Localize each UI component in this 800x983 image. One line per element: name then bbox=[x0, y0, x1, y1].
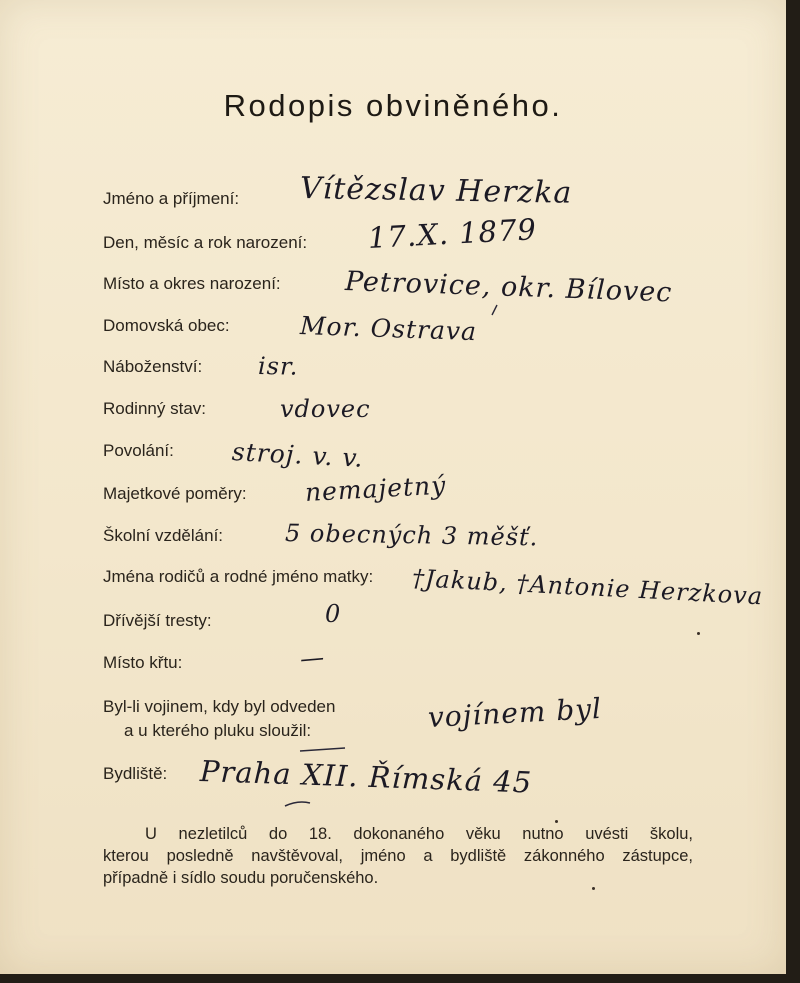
label-military-line1: Byl-li vojinem, kdy byl odveden bbox=[103, 697, 336, 716]
label-birth-date: Den, měsíc a rok narození: bbox=[103, 233, 308, 252]
note-line-2: kterou posledně navštěvoval, jméno a bydliště zákonného zástupce, bbox=[103, 847, 693, 865]
label-religion: Náboženství: bbox=[103, 357, 203, 376]
value-marital-status: vdovec bbox=[280, 395, 371, 423]
value-birth-date: 17.X. 1879 bbox=[367, 212, 538, 255]
scan-edge-bottom bbox=[0, 974, 800, 983]
value-military: vojínem byl bbox=[427, 691, 603, 734]
document-title: Rodopis obviněného. bbox=[223, 88, 563, 123]
instruction-note bbox=[103, 823, 693, 889]
value-occupation: stroj. v. v. bbox=[231, 437, 365, 473]
label-property: Majetkové poměry: bbox=[103, 484, 247, 503]
label-occupation: Povolání: bbox=[103, 441, 174, 460]
label-education: Školní vzdělání: bbox=[103, 526, 224, 545]
value-residence: Praha XII. Římská 45 bbox=[199, 754, 533, 800]
value-previous-convictions: 0 bbox=[325, 600, 342, 628]
label-military-line2: a u kterého pluku sloužil: bbox=[124, 721, 312, 740]
note-line-1: U nezletilců do 18. dokonaného věku nutno uvésti školu, bbox=[145, 825, 693, 843]
label-marital-status: Rodinný stav: bbox=[103, 399, 206, 418]
label-residence: Bydliště: bbox=[103, 764, 168, 783]
scan-edge-right bbox=[786, 0, 800, 983]
label-birth-place: Místo a okres narození: bbox=[103, 274, 281, 293]
paper-speck bbox=[697, 632, 700, 635]
label-parents: Jména rodičů a rodné jméno matky: bbox=[103, 567, 374, 586]
value-birth-place: Petrovice, okr. Bílovec bbox=[344, 266, 673, 309]
value-baptism-place: — bbox=[298, 642, 327, 673]
value-parents: †Jakub, †Antonie Herzkova bbox=[411, 564, 764, 611]
label-baptism-place: Místo křtu: bbox=[103, 653, 183, 672]
value-home-municipality: Mor. Ostrava bbox=[299, 311, 478, 347]
label-home-municipality: Domovská obec: bbox=[103, 316, 230, 335]
value-religion: isr. bbox=[257, 352, 299, 381]
note-line-3: případně i sídlo soudu poručenského. bbox=[103, 869, 379, 887]
label-name: Jméno a příjmení: bbox=[103, 189, 240, 208]
label-previous-convictions: Dřívější tresty: bbox=[103, 611, 212, 630]
value-name: Vítězslav Herzka bbox=[299, 171, 573, 211]
value-property: nemajetný bbox=[304, 470, 447, 507]
value-education: 5 obecných 3 měšť. bbox=[284, 519, 539, 552]
